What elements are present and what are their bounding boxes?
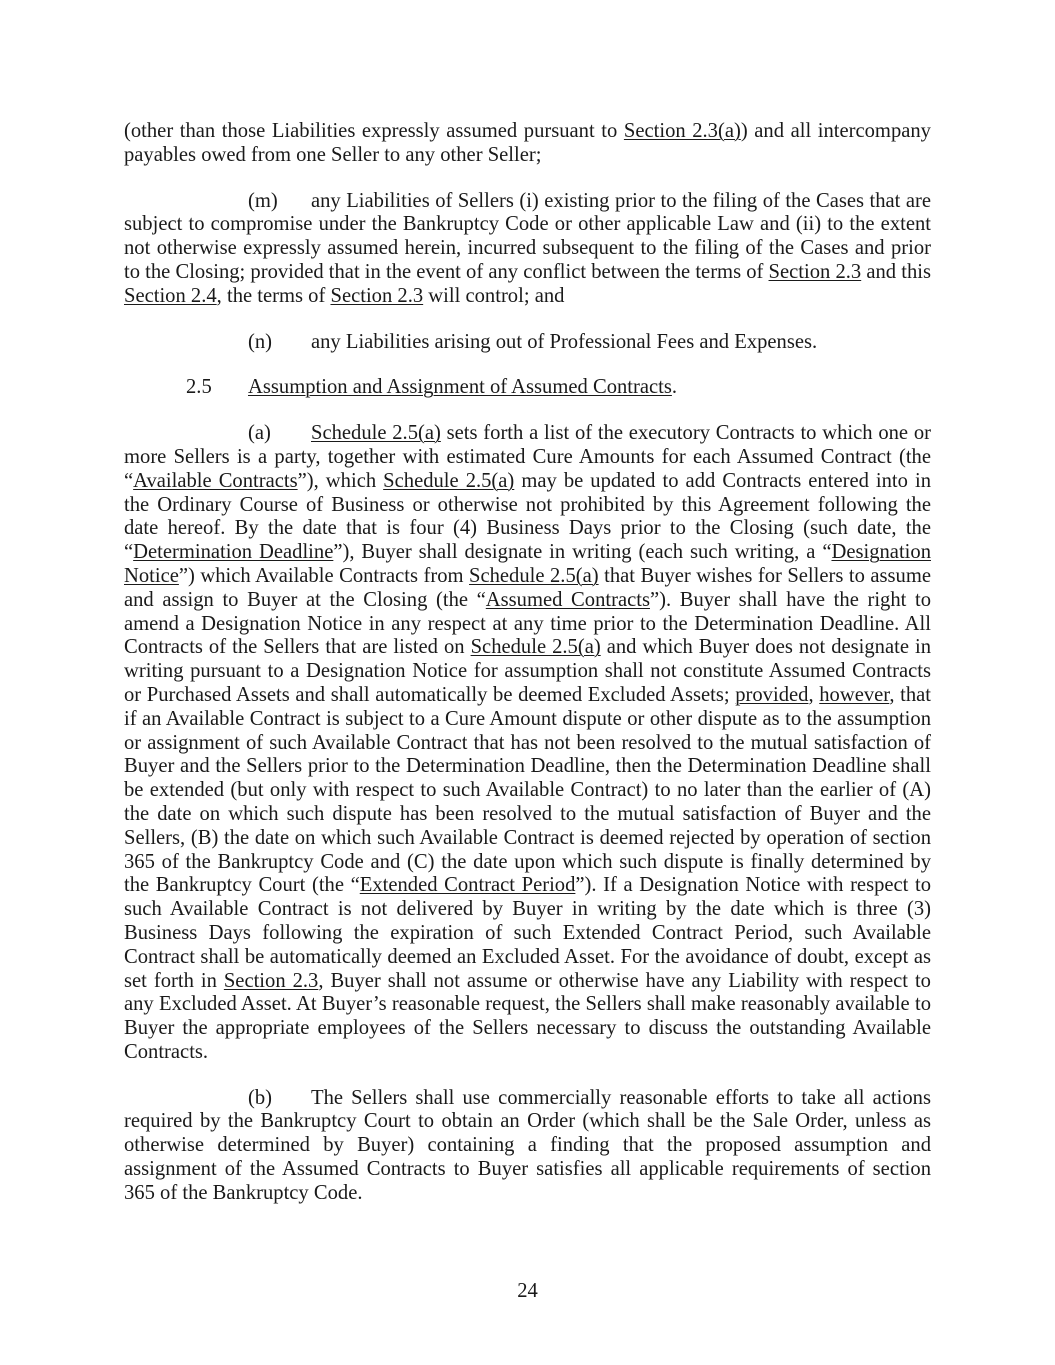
underlined-reference: Schedule 2.5(a): [311, 422, 441, 445]
underlined-reference: Section 2.3: [223, 969, 319, 992]
underlined-reference: Schedule 2.5(a): [383, 469, 515, 492]
underlined-reference: Schedule 2.5(a): [469, 564, 599, 587]
page-number: 24: [517, 1280, 538, 1302]
underlined-reference: provided: [735, 683, 809, 706]
underlined-reference: however: [819, 683, 890, 706]
paragraph-label: (n): [248, 330, 273, 353]
text-segment: and which Buyer does not designate in writing pursuant to a Designation Notice for assumption shall not constitute Assumed Contracts or Purchased Assets and shall automatically be deemed Excluded Assets;: [124, 636, 932, 706]
text-segment: , the terms of: [216, 284, 331, 307]
paragraph: [124, 331, 931, 355]
text-segment: The Sellers shall use commercially reasonable efforts to take all actions required by the Bankruptcy Court to obtain an Order (which shall be the Sale Order, unless as otherwise determined by Buyer) containing a finding that the proposed assumption and assignment of the Assumed Contracts to Buyer satisfies all applicable requirements of section 365 of the Bankruptcy Code.: [124, 1086, 931, 1204]
text-segment: any Liabilities arising out of Professional Fees and Expenses.: [311, 330, 818, 353]
paragraph: [124, 422, 931, 1065]
text-segment: ”), Buyer shall designate in writing (each such writing, a “: [333, 541, 832, 564]
text-segment: (other than those Liabilities expressly assumed pursuant to: [124, 120, 624, 142]
text-segment: sets forth a list of the executory Contracts to which one or more Sellers is a party, together with estimated Cure Amounts for each Assumed Contract (the “: [124, 422, 932, 492]
underlined-reference: Designation Notice: [124, 541, 931, 587]
underlined-reference: Section 2.3: [768, 260, 862, 283]
underlined-reference: Determination Deadline: [133, 541, 334, 564]
underlined-reference: Section 2.3(a): [623, 120, 741, 142]
paragraph: [124, 190, 931, 309]
text-segment: may be updated to add Contracts entered into in the Ordinary Course of Business or otherwise not prohibited by this Agreement following the date hereof. By the date that is four (4) Business Days prior to the Closing (such date, the “: [124, 469, 931, 564]
underlined-reference: Available Contracts: [133, 469, 298, 492]
text-segment: .: [671, 376, 678, 399]
text-segment: , that if an Available Contract is subject to a Cure Amount dispute or other dispute as to the assumption or assignment of such Available Contract that has not been resolved to the mutual satisfaction of Buyer and the Sellers prior to the Determination Deadline, then the Determination Deadline shall be extended (but only with respect to such Available Contract) to no later than the earlier of (A) the date on which such dispute has been resolved to the mutual satisfaction of Buyer and the Sellers, (B) the date on which such Available Contract is deemed rejected by operation of section 365 of the Bankruptcy Code and (C) the date upon which such dispute is finally determined by the Bankruptcy Court (the “: [124, 683, 931, 897]
underlined-reference: Assumed Contracts: [485, 588, 650, 611]
underlined-reference: Extended Contract Period: [359, 874, 576, 897]
underlined-reference: Assumption and Assignment of Assumed Contracts: [248, 376, 672, 399]
text-segment: ) and all intercompany payables owed from one Seller to any other Seller;: [124, 120, 931, 166]
paragraph-label: (a): [248, 422, 271, 445]
paragraph-label: (b): [248, 1086, 273, 1109]
text-segment: any Liabilities of Sellers (i) existing prior to the filing of the Cases that are subject to compromise under the Bankruptcy Code or other applicable Law and (ii) to the extent not otherwise expressly assumed herein, incurred subsequent to the filing of the Cases and prior to the Closing; provided that in the event of any conflict between the terms of: [124, 189, 931, 283]
paragraph-label: (m): [248, 189, 278, 212]
paragraph: [124, 120, 931, 168]
text-segment: and this: [861, 260, 931, 283]
text-segment: ”) which Available Contracts from: [178, 564, 470, 587]
paragraph-label: 2.5: [186, 376, 212, 399]
text-segment: ”). Buyer shall have the right to amend a Designation Notice in any respect at any time prior to the Determination Deadline. All Contracts of the Sellers that are listed on: [124, 588, 931, 659]
text-segment: that Buyer wishes for Sellers to assume and assign to Buyer at the Closing (the “: [124, 564, 932, 611]
document-body: [124, 120, 931, 1228]
text-segment: ”). If a Designation Notice with respect to such Available Contract is not delivered by Buyer in writing by the date which is three (3) Business Days following the expiration of such Extended Contract Period, such Available Contract shall be automatically deemed an Excluded Asset. For the avoidance of doubt, except as set forth in: [124, 874, 932, 992]
paragraph: [124, 1087, 931, 1206]
underlined-reference: Section 2.4: [124, 284, 217, 307]
paragraph: [124, 376, 931, 400]
underlined-reference: Schedule 2.5(a): [470, 636, 601, 659]
text-segment: will control; and: [423, 284, 565, 307]
text-segment: ”), which: [297, 469, 384, 492]
text-segment: ,: [808, 683, 820, 706]
text-segment: , Buyer shall not assume or otherwise have any Liability with respect to any Excluded Asset. At Buyer’s reasonable request, the Sellers shall make reasonably available to Buyer the appropriate employees of the Sellers necessary to discuss the outstanding Available Contracts.: [124, 969, 931, 1063]
underlined-reference: Section 2.3: [330, 284, 424, 307]
